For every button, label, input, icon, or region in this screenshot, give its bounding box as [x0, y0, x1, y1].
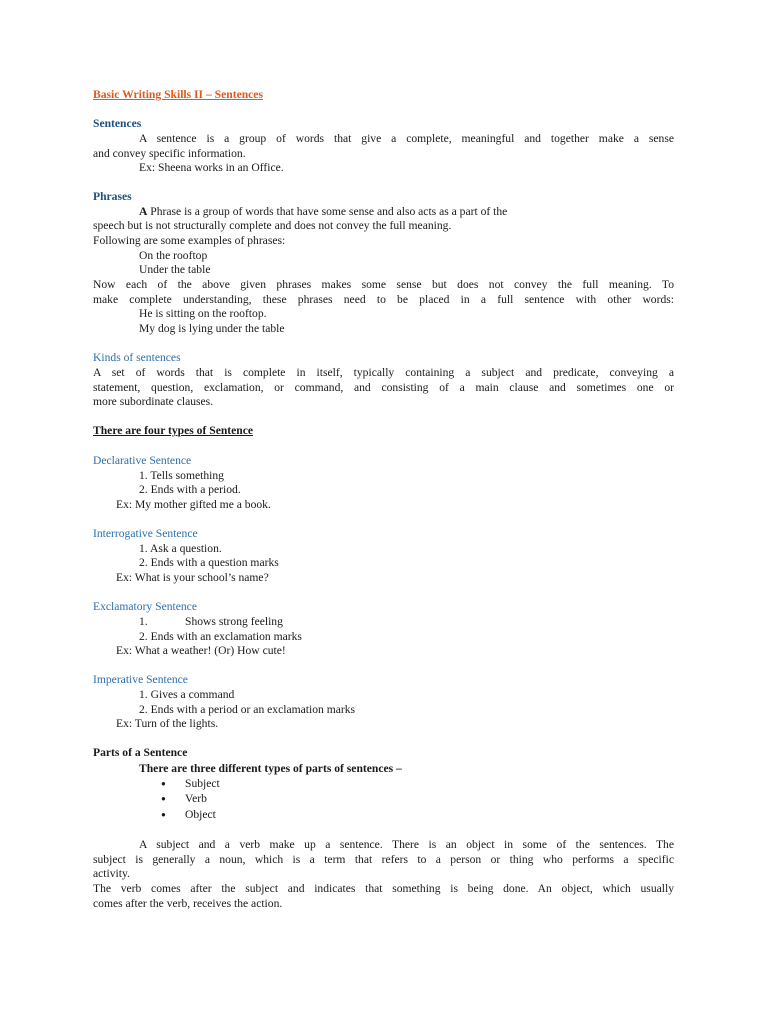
interrogative-item-1: 1. Ask a question. [139, 542, 222, 555]
declarative-item-1: 1. Tells something [139, 469, 224, 482]
parts-bullet-verb: Verb [185, 792, 207, 805]
declarative-item-2: 2. Ends with a period. [139, 483, 241, 496]
phrases-text-line-1 [139, 205, 507, 219]
bullet-icon: ● [161, 779, 166, 788]
phrase-example-4: My dog is lying under the table [139, 322, 285, 335]
declarative-heading: Declarative Sentence [93, 454, 192, 467]
phrases-text-line-3: Following are some examples of phrases: [93, 234, 286, 247]
exclamatory-heading: Exclamatory Sentence [93, 600, 197, 613]
phrase-example-2: Under the table [139, 263, 211, 276]
kinds-text-line-2: statement, question, exclamation, or command, and consisting of a main clause and sometimes one or [93, 381, 674, 394]
interrogative-heading: Interrogative Sentence [93, 527, 198, 540]
kinds-text-line-3: more subordinate clauses. [93, 395, 214, 408]
declarative-example: Ex: My mother gifted me a book. [116, 498, 271, 511]
bullet-icon: ● [161, 794, 166, 803]
parts-paragraph-2-line-2: comes after the verb, receives the action. [93, 897, 283, 910]
phrase-example-3: He is sitting on the rooftop. [139, 307, 267, 320]
sentences-example: Ex: Sheena works in an Office. [139, 161, 284, 174]
kinds-heading: Kinds of sentences [93, 351, 181, 364]
parts-paragraph-1-line-3: activity. [93, 867, 130, 880]
interrogative-example: Ex: What is your school’s name? [116, 571, 269, 584]
parts-intro: There are three different types of parts of sentences – [139, 762, 402, 775]
bullet-icon: ● [161, 810, 166, 819]
exclamatory-item-1-text: Shows strong feeling [185, 615, 283, 628]
interrogative-item-2: 2. Ends with a question marks [139, 556, 279, 569]
parts-paragraph-2-line-1: The verb comes after the subject and indicates that something is being done. An object, which usually [93, 882, 674, 895]
exclamatory-example: Ex: What a weather! (Or) How cute! [116, 644, 286, 657]
imperative-heading: Imperative Sentence [93, 673, 188, 686]
imperative-item-2: 2. Ends with a period or an exclamation marks [139, 703, 356, 716]
phrase-example-1: On the rooftop [139, 249, 208, 262]
exclamatory-item-1-number: 1. [139, 615, 148, 628]
imperative-example: Ex: Turn of the lights. [116, 717, 219, 730]
imperative-item-1: 1. Gives a command [139, 688, 235, 701]
phrases-text-line-1-rest: Phrase is a group of words that have some sense and also acts as a part of the [147, 205, 508, 218]
sentences-heading: Sentences [93, 117, 142, 130]
phrases-text-line-2: speech but is not structurally complete and does not convey the full meaning. [93, 219, 452, 232]
phrases-heading: Phrases [93, 190, 132, 203]
phrases-text-line-5: make complete understanding, these phrases need to be placed in a full sentence with other words: [93, 293, 674, 306]
phrases-bold-article: A [139, 205, 148, 218]
sentences-text-line-1: A sentence is a group of words that give a complete, meaningful and together make a sense [139, 132, 674, 145]
kinds-text-line-1: A set of words that is complete in itself, typically containing a subject and predicate, conveying a [93, 366, 674, 379]
sentences-text-line-2: and convey specific information. [93, 147, 246, 160]
phrases-text-line-4: Now each of the above given phrases makes some sense but does not convey the full meaning. To [93, 278, 674, 291]
parts-paragraph-1-line-2: subject is generally a noun, which is a term that refers to a person or thing who performs a specific [93, 853, 674, 866]
exclamatory-item-2: 2. Ends with an exclamation marks [139, 630, 302, 643]
parts-bullet-subject: Subject [185, 777, 220, 790]
parts-bullet-object: Object [185, 808, 216, 821]
parts-heading: Parts of a Sentence [93, 746, 188, 759]
document-title: Basic Writing Skills II – Sentences [93, 88, 263, 101]
parts-paragraph-1-line-1: A subject and a verb make up a sentence. There is an object in some of the sentences. The [139, 838, 674, 851]
four-types-heading: There are four types of Sentence [93, 424, 254, 437]
